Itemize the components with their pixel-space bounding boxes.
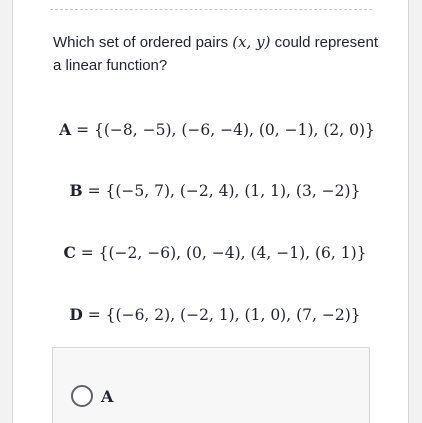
left-page-margin <box>0 0 13 423</box>
set-d-letter: D <box>69 305 83 324</box>
set-d-pairs: = {(−6, 2), (−2, 1), (1, 0), (7, −2)} <box>82 306 361 324</box>
choice-a-label: A <box>101 386 114 406</box>
set-b-definition <box>4 181 422 200</box>
choice-a[interactable] <box>71 385 113 407</box>
question-text-end: could represent a linear function? <box>53 34 379 74</box>
ordered-pair-variable: (x, y) <box>232 33 271 51</box>
question-text <box>53 31 383 77</box>
set-a-letter: A <box>59 120 72 139</box>
set-c-definition <box>4 243 422 262</box>
right-page-margin <box>408 0 422 423</box>
set-b-pairs: = {(−5, 7), (−2, 4), (1, 1), (3, −2)} <box>82 182 361 200</box>
set-c-letter: C <box>63 243 76 262</box>
set-b-letter: B <box>69 181 83 200</box>
set-d-definition <box>4 305 422 324</box>
question-text-start: Which set of ordered pairs <box>53 34 233 51</box>
set-c-pairs: = {(−2, −6), (0, −4), (4, −1), (6, 1)} <box>75 244 367 262</box>
dashed-divider <box>50 9 372 10</box>
radio-button-icon[interactable] <box>71 385 93 407</box>
set-a-definition <box>6 120 422 139</box>
set-a-pairs: = {(−8, −5), (−6, −4), (0, −1), (2, 0)} <box>71 121 375 139</box>
